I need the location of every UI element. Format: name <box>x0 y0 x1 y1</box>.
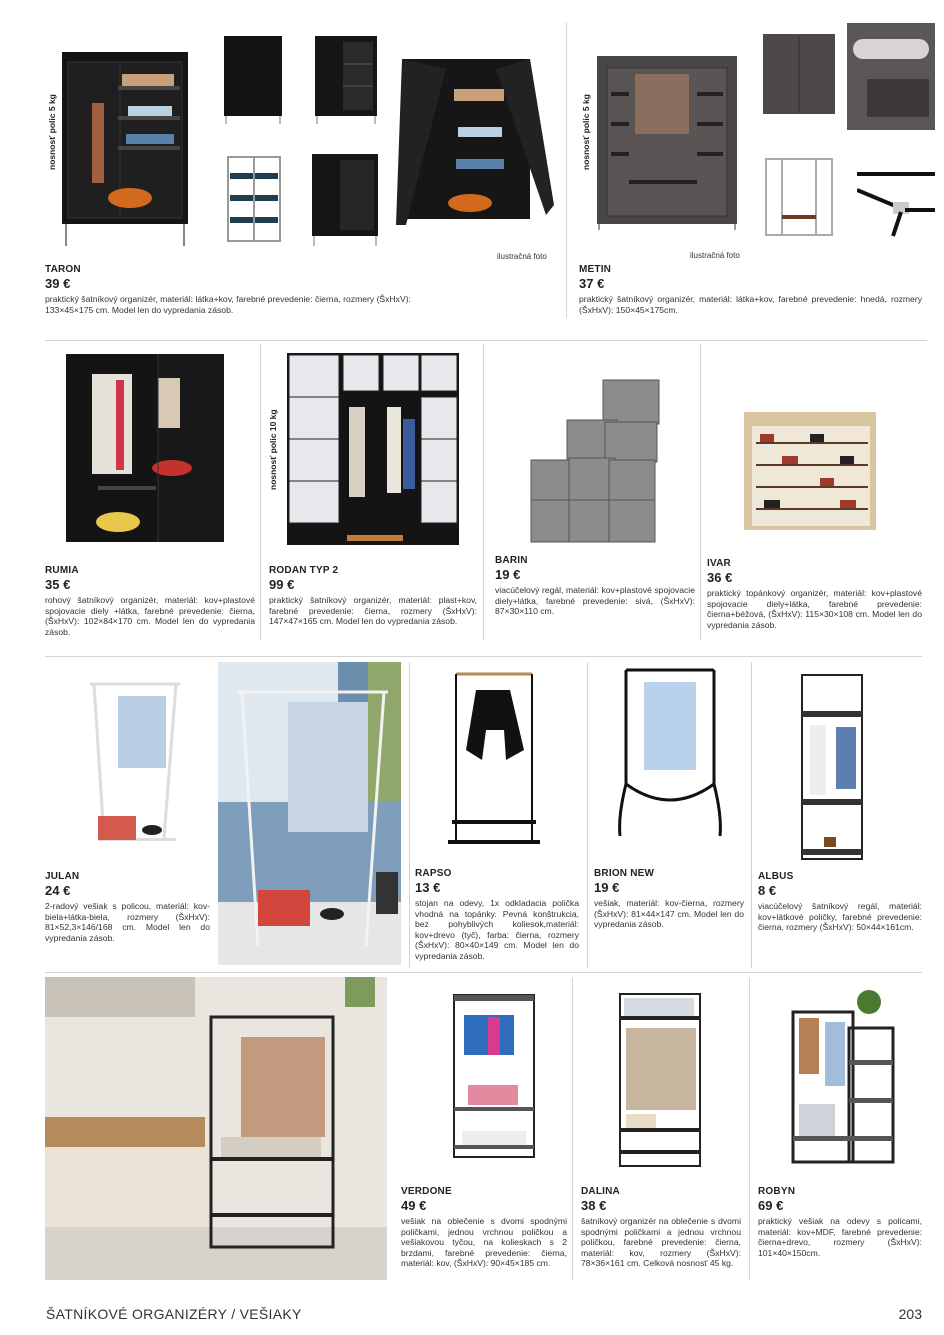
product-name: ROBYN <box>758 1186 796 1197</box>
taron-open-image <box>396 55 554 233</box>
taron-load-label: nosnosť polic 5 kg <box>47 94 57 170</box>
product-price: 8 € <box>758 883 777 898</box>
product-name: BRION NEW <box>594 868 655 879</box>
product-desc: praktický šatníkový organizér, materiál: plast+kov, farebné prevedenie: čierna, rozmery (ŠxHxV): 147×47×165 cm. Model len do vypredania zásob. <box>269 595 477 627</box>
product-albus <box>758 871 922 933</box>
product-price: 35 € <box>45 577 71 592</box>
taron-shelf-image <box>224 153 284 245</box>
product-name: VERDONE <box>401 1186 452 1197</box>
product-name: DALINA <box>581 1186 620 1197</box>
brion-rack-image <box>614 666 726 842</box>
metin-joint-image <box>857 168 935 238</box>
product-price: 49 € <box>401 1198 427 1213</box>
rodan-wardrobe-image <box>283 349 463 550</box>
metin-closed-image <box>761 32 837 118</box>
product-desc: praktický šatníkový organizér, materiál: látka+kov, farebné prevedenie: hnedá, rozmery (ŠxHxV): 150×45×175cm. <box>579 294 922 315</box>
robyn-rack-image <box>789 988 897 1170</box>
product-dalina <box>581 1186 741 1269</box>
product-price: 24 € <box>45 883 71 898</box>
rapso-rack-image <box>446 670 542 854</box>
metin-wardrobe-image <box>593 52 741 232</box>
taron-closed2-image <box>310 152 380 248</box>
section-title: ŠATNÍKOVÉ ORGANIZÉRY / VEŠIAKY <box>46 1306 302 1322</box>
product-name: RUMIA <box>45 565 79 576</box>
product-rodan <box>269 565 477 627</box>
verdone-rack-image <box>448 985 540 1165</box>
product-taron <box>45 264 425 315</box>
product-verdone <box>401 1186 567 1269</box>
ivar-shoe-rack-image <box>740 408 880 536</box>
product-price: 39 € <box>45 276 71 291</box>
product-julan <box>45 871 210 943</box>
product-rapso <box>415 868 579 962</box>
metin-load-label: nosnosť polic 5 kg <box>581 94 591 170</box>
taron-closed-image <box>222 34 286 126</box>
rumia-wardrobe-image <box>62 350 228 550</box>
product-desc: 2-radový vešiak s policou, materiál: kov-biela+látka-biela, rozmery (ŠxHxV): 81×52,3×146/168 cm. Model len do vypredania zásob. <box>45 901 210 943</box>
product-rumia <box>45 565 255 637</box>
verdone-bedroom-photo <box>45 977 387 1280</box>
product-ivar <box>707 558 922 630</box>
product-robyn <box>758 1186 922 1258</box>
product-brion <box>594 868 744 930</box>
product-price: 38 € <box>581 1198 607 1213</box>
product-name: METIN <box>579 264 612 275</box>
product-desc: šatníkový organizér na oblečenie s dvomi spodnými poličkami a jednou vrchnou poličkou, farebné prevedenie: čierna, materiál: kov, rozmery (ŠxHxV): 78×36×161 cm. Celková nosnosť 45 kg. <box>581 1216 741 1269</box>
metin-frame-image <box>762 155 836 239</box>
taron-illustration-note: ilustračná foto <box>497 252 547 261</box>
product-desc: rohový šatníkový organizér, materiál: kov+plastové spojovacie diely +látka, farebné prevedenie: čierna, (ŠxHxV): 102×84×170 cm. Model len do vypredania zásob. <box>45 595 255 637</box>
product-desc: praktický šatníkový organizér, materiál: látka+kov, farebné prevedenie: čierna, rozmery (ŠxHxV): 133×45×175 cm. Model len do vypredania zásob. <box>45 294 411 315</box>
product-desc: praktický vešiak na odevy s policami, materiál: kov+MDF, farebné prevedenie: čierna+drevo, rozmery (ŠxHxV): 101×40×150cm. <box>758 1216 922 1258</box>
product-price: 36 € <box>707 570 733 585</box>
taron-frame-image <box>313 34 381 126</box>
product-desc: vešiak, materiál: kov-čierna, rozmery (ŠxHxV): 81×44×147 cm. Model len do vypredania zásob. <box>594 898 744 930</box>
product-name: RODAN TYP 2 <box>269 565 339 576</box>
product-desc: vešiak na oblečenie s dvomi spodnými poličkami, jednou vrchnou poličkou a vešiakovou tyčou, na kolieskach s 2 brzdami, farebné prevedenie: čierna, materiál: kov, (ŠxHxV): 90×45×185 cm. <box>401 1216 567 1269</box>
julan-room-photo <box>218 662 401 965</box>
metin-detail-image <box>847 23 935 130</box>
product-desc: viacúčelový šatníkový regál, materiál: kov+látkové poličky, farebné prevedenie: čierna, rozmery (ŠxHxV): 50×44×161cm. <box>758 901 922 933</box>
product-price: 13 € <box>415 880 441 895</box>
product-metin <box>579 264 922 315</box>
product-price: 99 € <box>269 577 295 592</box>
product-name: BARIN <box>495 555 528 566</box>
product-price: 19 € <box>495 567 521 582</box>
product-desc: stojan na odevy, 1x odkladacia polička vhodná na topánky. Pevná konštrukcia, bez pohyblivých koliesok,materiál: kov+drevo (tyč), farba: čierna, rozmery (ŠxHxV): 80×40×149 cm. Model len do vypredania zásob. <box>415 898 579 961</box>
taron-wardrobe-image <box>58 48 192 248</box>
product-desc: praktický topánkový organizér, materiál: kov+plastové spojovacie diely+látka, farebné prevedenie: čierna+béžová, (ŠxHxV): 115×30×108 cm. Model len do vypredania zásob. <box>707 588 922 630</box>
product-price: 69 € <box>758 1198 784 1213</box>
product-barin <box>495 555 695 617</box>
product-name: ALBUS <box>758 871 794 882</box>
albus-rack-image <box>796 671 868 863</box>
product-name: TARON <box>45 264 81 275</box>
product-name: RAPSO <box>415 868 452 879</box>
barin-shelf-image <box>527 376 663 552</box>
dalina-rack-image <box>614 990 706 1172</box>
page-number: 203 <box>898 1306 922 1322</box>
julan-rack-image <box>84 678 188 848</box>
rodan-load-label: nosnosť polic 10 kg <box>268 409 278 490</box>
metin-illustration-note: ilustračná foto <box>690 251 740 260</box>
product-desc: viacúčelový regál, materiál: kov+plastové spojovacie diely+látka, farebné prevedenie: sivá, (ŠxHxV): 87×30×110 cm. <box>495 585 695 617</box>
product-name: IVAR <box>707 558 731 569</box>
product-price: 37 € <box>579 276 605 291</box>
product-name: JULAN <box>45 871 80 882</box>
product-price: 19 € <box>594 880 620 895</box>
